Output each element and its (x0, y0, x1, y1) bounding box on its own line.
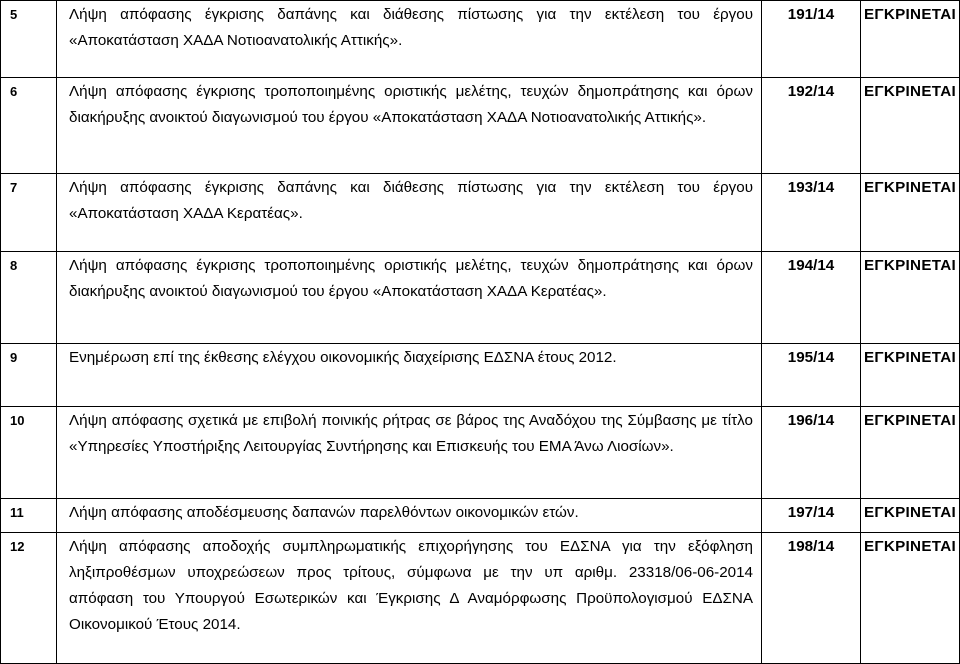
status-label: ΕΓΚΡΙΝΕΤΑΙ (861, 252, 960, 344)
item-number: 7 (1, 174, 57, 252)
decision-ref: 198/14 (762, 533, 861, 664)
item-description: Λήψη απόφασης έγκρισης τροποποιημένης οριστικής μελέτης, τευχών δημοπράτησης και όρων διακήρυξης ανοικτού διαγωνισμού του έργου «Αποκατάσταση ΧΑΔΑ Κερατέας». (57, 252, 762, 344)
status-label: ΕΓΚΡΙΝΕΤΑΙ (861, 533, 960, 664)
item-description: Λήψη απόφασης έγκρισης δαπάνης και διάθεσης πίστωσης για την εκτέλεση του έργου «Αποκατάσταση ΧΑΔΑ Νοτιοανατολικής Αττικής». (57, 1, 762, 78)
item-description: Λήψη απόφασης αποδέσμευσης δαπανών παρελθόντων οικονομικών ετών. (57, 499, 762, 533)
decision-ref: 194/14 (762, 252, 861, 344)
decision-ref: 191/14 (762, 1, 861, 78)
item-description: Λήψη απόφασης έγκρισης τροποποιημένης οριστικής μελέτης, τευχών δημοπράτησης και όρων διακήρυξης ανοικτού διαγωνισμού του έργου «Αποκατάσταση ΧΑΔΑ Νοτιοανατολικής Αττικής». (57, 78, 762, 174)
status-label: ΕΓΚΡΙΝΕΤΑΙ (861, 407, 960, 499)
item-description: Λήψη απόφασης αποδοχής συμπληρωματικής επιχορήγησης του ΕΔΣΝΑ για την εξόφληση ληξιπροθέσμων υποχρεώσεων προς τρίτους, σύμφωνα με την υπ αριθμ. 23318/06-06-2014 απόφαση του Υπουργού Εσωτερικών και Έγκρισης Δ Αναμόρφωσης Προϋπολογισμού ΕΔΣΝΑ Οικονομικού Έτους 2014. (57, 533, 762, 664)
item-number: 8 (1, 252, 57, 344)
item-number: 10 (1, 407, 57, 499)
item-number: 9 (1, 344, 57, 407)
item-number: 6 (1, 78, 57, 174)
decision-ref: 195/14 (762, 344, 861, 407)
table-row (1, 78, 960, 174)
status-label: ΕΓΚΡΙΝΕΤΑΙ (861, 499, 960, 533)
table-row (1, 174, 960, 252)
item-number: 12 (1, 533, 57, 664)
item-description: Λήψη απόφασης έγκρισης δαπάνης και διάθεσης πίστωσης για την εκτέλεση του έργου «Αποκατάσταση ΧΑΔΑ Κερατέας». (57, 174, 762, 252)
table-row (1, 407, 960, 499)
table-row (1, 533, 960, 664)
status-label: ΕΓΚΡΙΝΕΤΑΙ (861, 344, 960, 407)
item-number: 5 (1, 1, 57, 78)
status-label: ΕΓΚΡΙΝΕΤΑΙ (861, 78, 960, 174)
item-number: 11 (1, 499, 57, 533)
table-row (1, 499, 960, 533)
table-row (1, 1, 960, 78)
decision-ref: 196/14 (762, 407, 861, 499)
status-label: ΕΓΚΡΙΝΕΤΑΙ (861, 174, 960, 252)
table-row (1, 252, 960, 344)
table-row (1, 344, 960, 407)
item-description: Λήψη απόφασης σχετικά με επιβολή ποινικής ρήτρας σε βάρος της Αναδόχου της Σύμβασης με τίτλο «Υπηρεσίες Υποστήριξης Λειτουργίας Συντήρησης και Επισκευής του ΕΜΑ Άνω Λιοσίων». (57, 407, 762, 499)
decision-ref: 197/14 (762, 499, 861, 533)
item-description: Ενημέρωση επί της έκθεσης ελέγχου οικονομικής διαχείρισης ΕΔΣΝΑ έτους 2012. (57, 344, 762, 407)
decision-ref: 192/14 (762, 78, 861, 174)
status-label: ΕΓΚΡΙΝΕΤΑΙ (861, 1, 960, 78)
decision-ref: 193/14 (762, 174, 861, 252)
